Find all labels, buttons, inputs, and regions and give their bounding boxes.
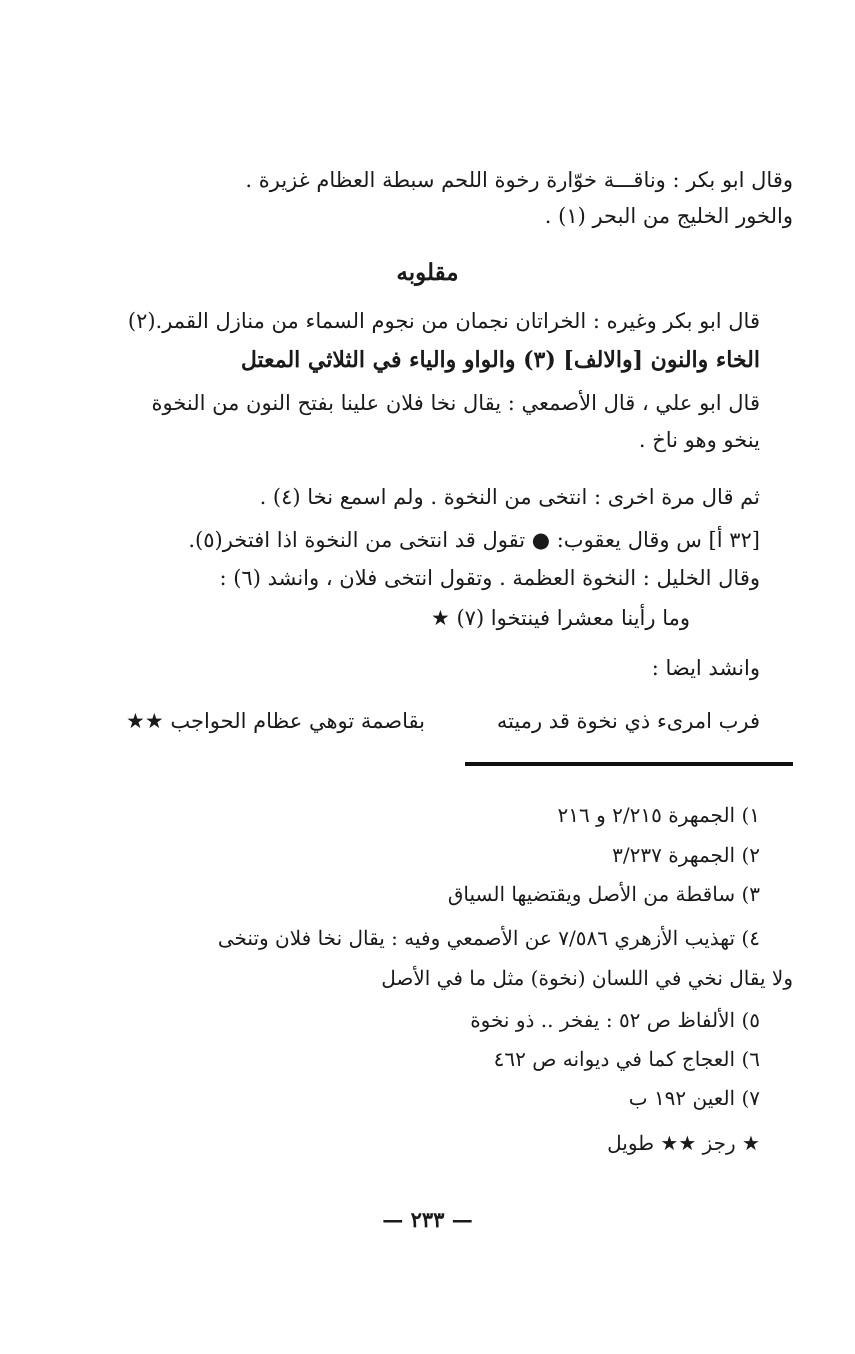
meter-legend: ★ رجز ★★ طويل (607, 1131, 760, 1155)
text-line-8: [٣٢ أ] س وقال يعقوب: ● تقول قد انتخى من النخوة اذا افتخر(٥). (188, 528, 760, 552)
text-line-2: والخور الخليج من البحر (١) . (544, 204, 793, 228)
footnote-7: ٧) العين ١٩٢ ب (628, 1086, 760, 1110)
text-line-10: وانشد ايضا : (651, 656, 760, 680)
section-heading: مقلوبه (396, 259, 459, 286)
text-line-1: وقال ابو بكر : وناقـــة خوّارة رخوة اللحم سبطة العظام غزيرة . (245, 168, 793, 192)
footnote-divider (465, 762, 793, 766)
chapter-heading: الخاء والنون [والالف] (٣) والواو والياء في الثلاثي المعتل (240, 347, 760, 373)
text-line-9: وقال الخليل : النخوة العظمة . وتقول انتخى فلان ، وانشد (٦) : (219, 566, 760, 590)
verse-2-second-hemistich: بقاصمة توهي عظام الحواجب ★★ (126, 709, 425, 733)
footnote-4: ٤) تهذيب الأزهري ٧/٥٨٦ عن الأصمعي وفيه : يقال نخا فلان وتنخى (217, 926, 760, 950)
page-number: — ٢٣٣ — (382, 1207, 473, 1232)
footnote-5: ٥) الألفاظ ص ٥٢ : يفخر .. ذو نخوة (470, 1008, 760, 1032)
footnote-6: ٦) العجاج كما في ديوانه ص ٤٦٢ (493, 1047, 760, 1071)
footnote-4-continued: ولا يقال نخي في اللسان (نخوة) مثل ما في الأصل (381, 966, 793, 990)
footnote-2: ٢) الجمهرة ٣/٢٣٧ (612, 843, 760, 867)
text-line-3: قال ابو بكر وغيره : الخراتان نجمان من نجوم السماء من منازل القمر.(٢) (127, 309, 760, 333)
text-line-7: ثم قال مرة اخرى : انتخى من النخوة . ولم اسمع نخا (٤) . (259, 485, 760, 509)
verse-line-1: وما رأينا معشرا فينتخوا (٧) ★ (430, 606, 690, 630)
text-line-6: ينخو وهو ناخ . (638, 428, 760, 452)
text-line-5: قال ابو علي ، قال الأصمعي : يقال نخا فلان علينا بفتح النون من النخوة (151, 391, 760, 415)
footnote-1: ١) الجمهرة ٢/٢١٥ و ٢١٦ (557, 803, 760, 827)
footnote-3: ٣) ساقطة من الأصل ويقتضيها السياق (447, 882, 760, 906)
verse-2-first-hemistich: فرب امرىء ذي نخوة قد رميته (496, 709, 760, 733)
